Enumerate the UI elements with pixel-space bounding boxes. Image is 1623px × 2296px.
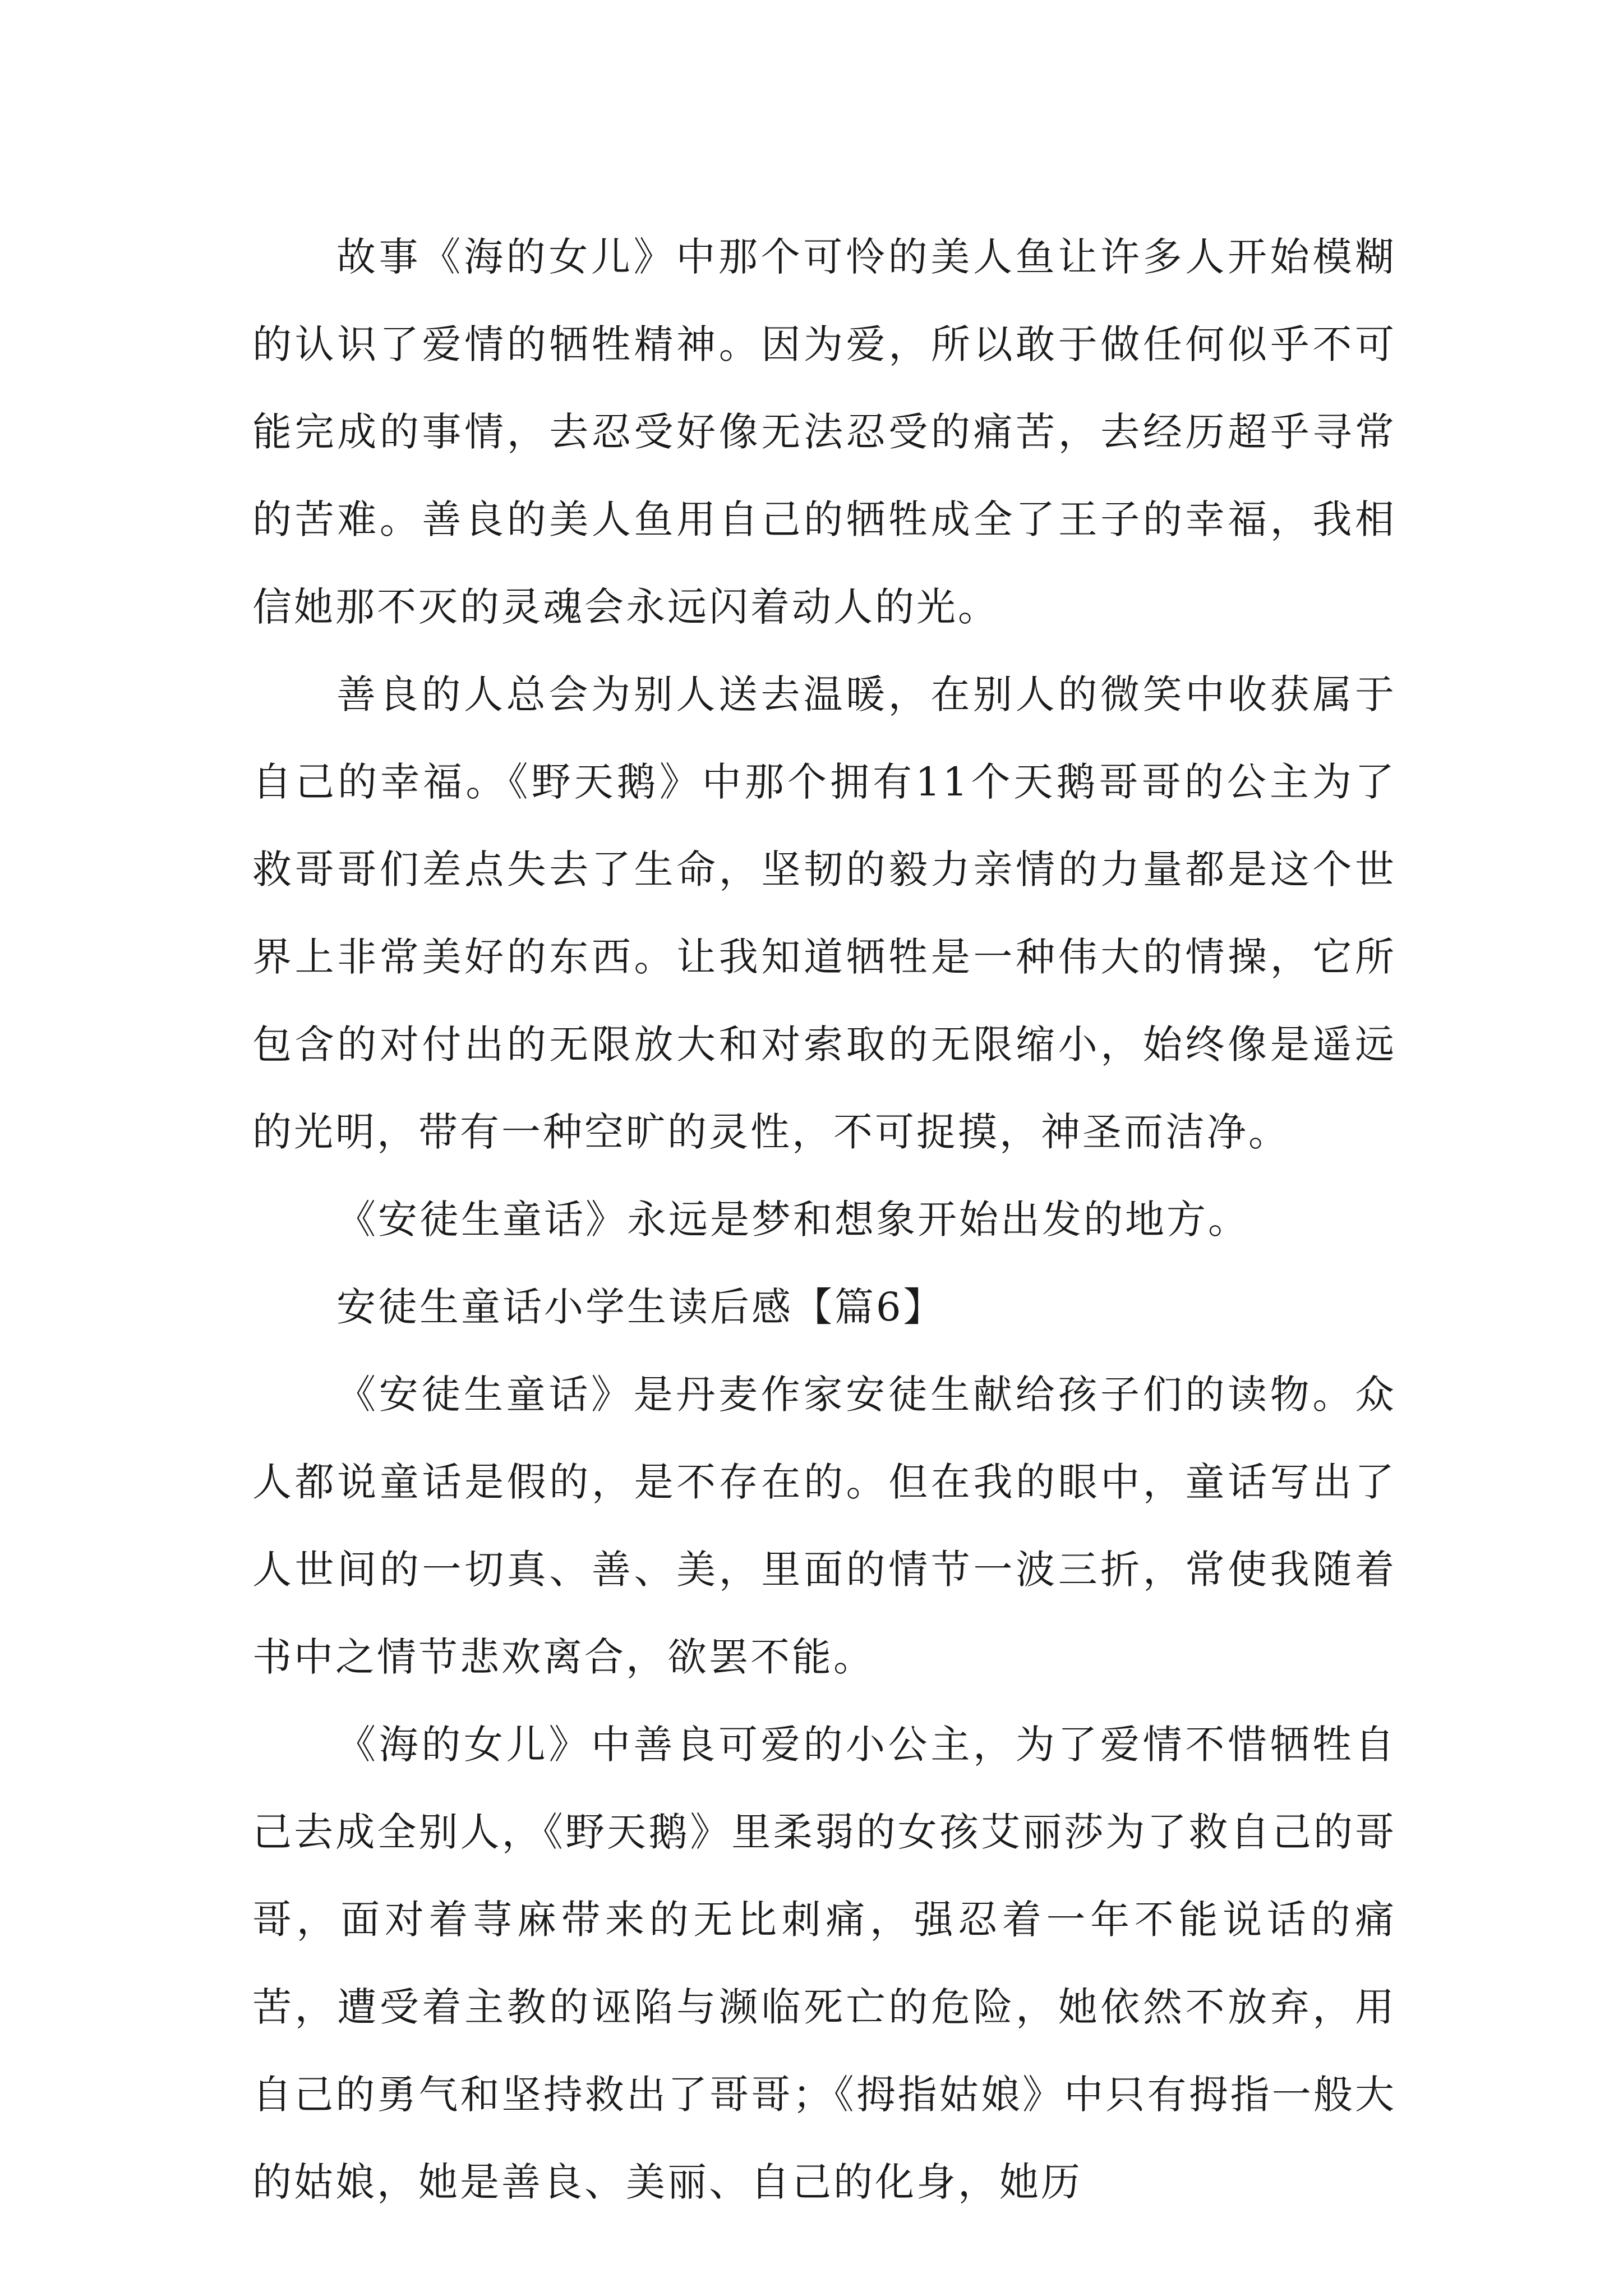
paragraph-andersen-intro: 《安徒生童话》是丹麦作家安徒生献给孩子们的读物。众人都说童话是假的，是不存在的。但在我的眼中，童话写出了人世间的一切真、善、美，里面的情节一波三折，常使我随着书中之情节悲欢离合，欲罢不能。 xyxy=(252,1372,1396,1680)
document-body xyxy=(252,213,1396,2226)
paragraph-story-summaries: 《海的女儿》中善良可爱的小公主，为了爱情不惜牺牲自己去成全别人，《野天鹅》里柔弱的女孩艾丽莎为了救自己的哥哥，面对着荨麻带来的无比刺痛，强忍着一年不能说话的痛苦，遭受着主教的诬陷与濒临死亡的危险，她依然不放弃，用自己的勇气和坚持救出了哥哥；《拇指姑娘》中只有拇指一般大的姑娘，她是善良、美丽、自己的化身，她历 xyxy=(252,1722,1396,2205)
paragraph-wild-swans: 善良的人总会为别人送去温暖，在别人的微笑中收获属于自己的幸福。《野天鹅》中那个拥有11个天鹅哥哥的公主为了救哥哥们差点失去了生命，坚韧的毅力亲情的力量都是这个世界上非常美好的东西。让我知道牺牲是一种伟大的情操，它所包含的对付出的无限放大和对索取的无限缩小，始终像是遥远的光明，带有一种空旷的灵性，不可捉摸，神圣而洁净。 xyxy=(252,671,1396,1155)
paragraph-andersen-dreams: 《安徒生童话》永远是梦和想象开始出发的地方。 xyxy=(336,1197,1249,1243)
section-heading: 安徒生童话小学生读后感【篇6】 xyxy=(336,1284,945,1330)
paragraph-little-mermaid: 故事《海的女儿》中那个可怜的美人鱼让许多人开始模糊的认识了爱情的牺牲精神。因为爱，所以敢于做任何似乎不可能完成的事情，去忍受好像无法忍受的痛苦，去经历超乎寻常的苦难。善良的美人鱼用自己的牺牲成全了王子的幸福，我相信她那不灭的灵魂会永远闪着动人的光。 xyxy=(252,234,1396,630)
